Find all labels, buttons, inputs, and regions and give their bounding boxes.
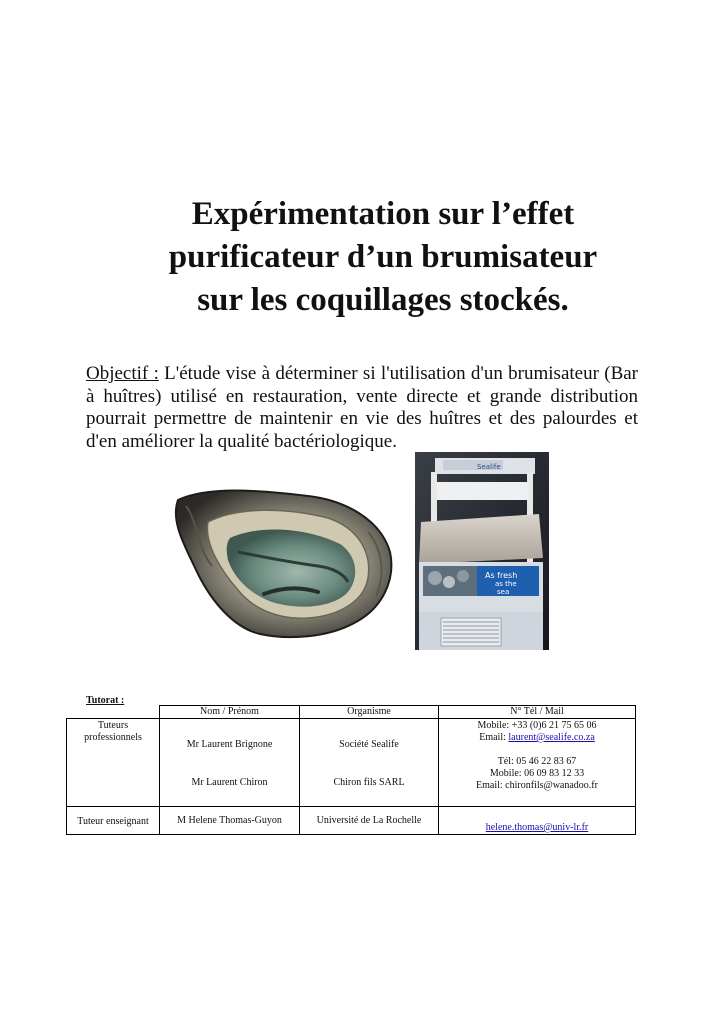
sign-text: as the xyxy=(495,580,517,588)
contact-email: Email: chironfils@wanadoo.fr xyxy=(476,780,598,791)
tutor-organisation: Chiron fils SARL xyxy=(333,777,405,788)
sign-text: As fresh xyxy=(485,571,518,580)
objective-paragraph xyxy=(86,363,638,453)
title-line: purificateur d’un brumisateur xyxy=(168,239,598,275)
contact-mobile: Mobile: 06 09 83 12 33 xyxy=(489,768,585,779)
header-name: Nom / Prénom xyxy=(200,706,259,717)
sign-text: sea xyxy=(497,588,510,596)
role-line: professionnels xyxy=(84,732,142,743)
table-border xyxy=(635,705,636,835)
svg-text:Sealife: Sealife xyxy=(477,463,501,471)
title-line: sur les coquillages stockés. xyxy=(197,282,569,318)
table-border xyxy=(66,834,636,835)
contact-email-line xyxy=(439,732,635,744)
contact-mobile: Mobile: +33 (0)6 21 75 65 06 xyxy=(477,720,597,731)
role-line: Tuteurs xyxy=(97,720,129,731)
header-organisme: Organisme xyxy=(347,706,391,717)
oyster-photo xyxy=(168,482,396,644)
table-border xyxy=(66,718,636,719)
contact-sealife xyxy=(439,720,635,744)
contact-email-label: Email: xyxy=(479,732,509,743)
role-professionals xyxy=(67,720,159,744)
role-teacher: Tuteur enseignant xyxy=(77,816,149,827)
contact-chiron xyxy=(439,756,635,792)
tutor-organisation: Université de La Rochelle xyxy=(316,815,422,826)
tutors-table xyxy=(66,705,636,835)
contact-teacher xyxy=(439,822,635,834)
title-line: Expérimentation sur l’effet xyxy=(191,196,575,232)
tutor-organisation: Société Sealife xyxy=(339,739,399,750)
objective-label: Objectif : xyxy=(86,363,159,384)
oyster-bar-display-photo xyxy=(415,452,549,650)
tutorat-label: Tutorat : xyxy=(86,695,125,706)
tutor-name: Mr Laurent Chiron xyxy=(191,777,268,788)
header-contact: N° Tél / Mail xyxy=(510,706,564,717)
contact-tel: Tél: 05 46 22 83 67 xyxy=(497,756,577,767)
tutor-name: Mr Laurent Brignone xyxy=(186,739,273,750)
objective-text: L'étude vise à déterminer si l'utilisation d'un brumisateur (Bar à huîtres) utilisé en restauration, vente directe et grande distribution pourrait permettre de maintenir en vie des huîtres et des palourdes et d'en améliorer la qualité bactériologique. xyxy=(86,363,638,452)
email-link[interactable]: helene.thomas@univ-lr.fr xyxy=(485,822,589,833)
table-border xyxy=(66,806,636,807)
email-link[interactable]: laurent@sealife.co.za xyxy=(508,732,595,743)
document-title xyxy=(110,193,656,322)
tutor-name: M Helene Thomas-Guyon xyxy=(177,815,282,826)
